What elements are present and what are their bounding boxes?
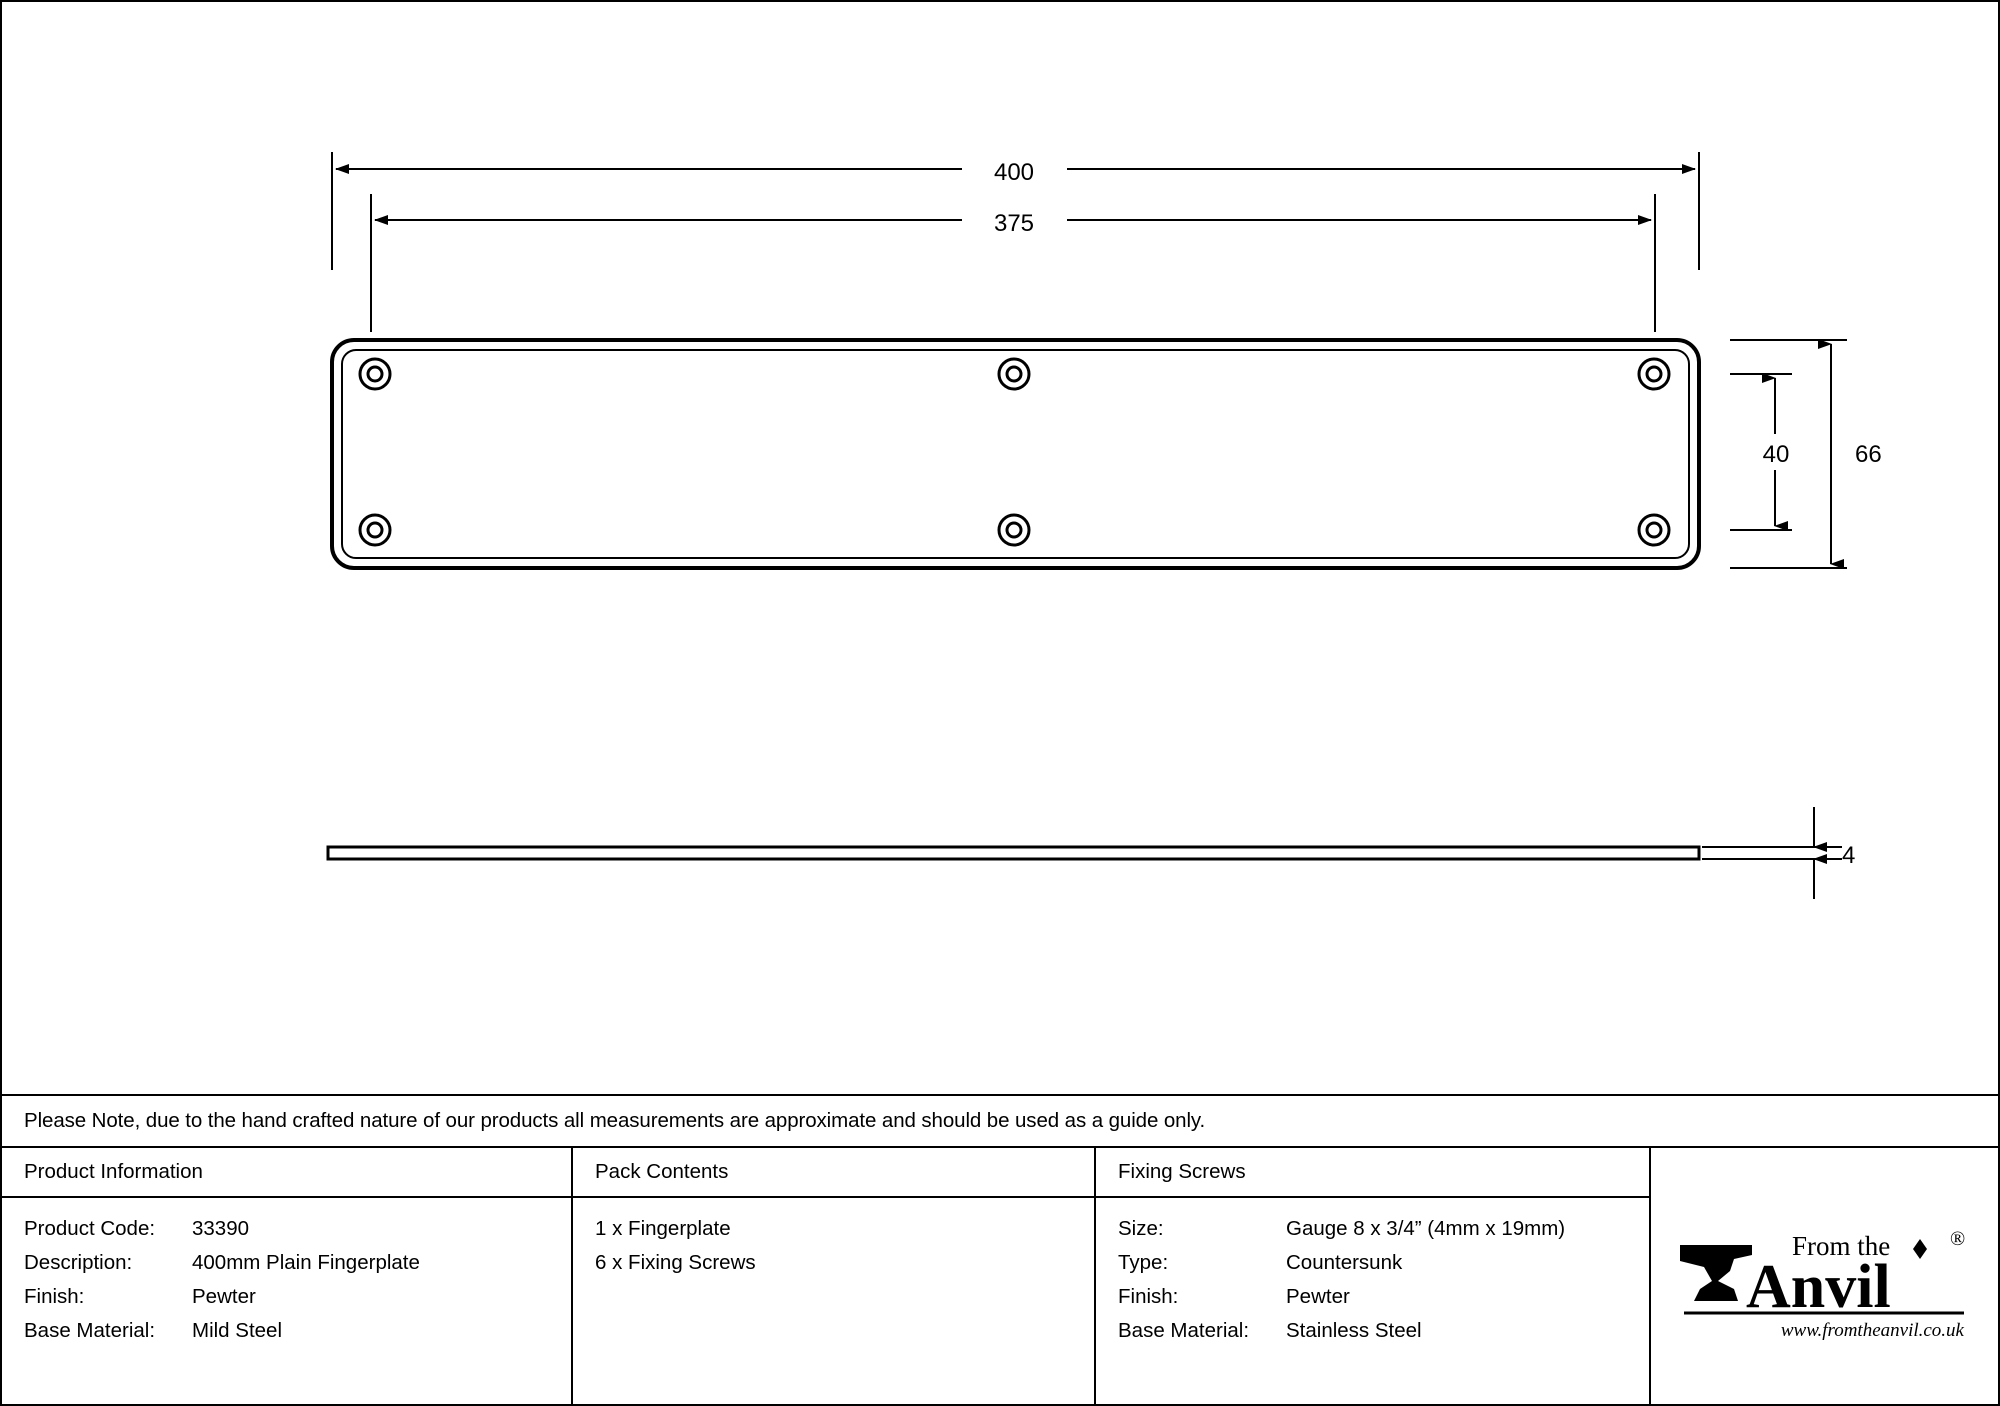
- screw-base-material-label: Base Material:: [1118, 1319, 1250, 1342]
- table-row: [1118, 1246, 1649, 1280]
- product-code-value: 33390: [192, 1217, 250, 1240]
- base-material-label: Base Material:: [24, 1319, 156, 1342]
- table-row: [24, 1246, 571, 1280]
- screw-type-value: Countersunk: [1286, 1251, 1403, 1274]
- from-the-anvil-logo: [1674, 1209, 1974, 1344]
- screw-finish-value: Pewter: [1286, 1285, 1350, 1308]
- dimension-400-label: 400: [993, 159, 1035, 186]
- description-label: Description:: [24, 1251, 133, 1274]
- note-text: Please Note, due to the hand crafted nature of our products all measurements are approximate and should be used as a guide only.: [24, 1109, 1206, 1132]
- logo-registered-mark: ®: [1949, 1227, 1965, 1250]
- fixing-screws-column: [1096, 1148, 1651, 1404]
- fingerplate-side-view: [328, 847, 1699, 859]
- dimension-375: [375, 203, 1651, 237]
- table-row: [24, 1212, 571, 1246]
- description-value: 400mm Plain Fingerplate: [192, 1251, 420, 1274]
- screw-finish-label: Finish:: [1118, 1285, 1179, 1308]
- screw-size-value: Gauge 8 x 3/4” (4mm x 19mm): [1286, 1217, 1566, 1240]
- diamond-icon: [1913, 1239, 1927, 1259]
- logo-brand-wordmark: Anvil: [1745, 1252, 1891, 1321]
- fingerplate-front-view: [332, 340, 1699, 568]
- screw-size-label: Size:: [1118, 1217, 1164, 1240]
- note-bar: [2, 1094, 1998, 1146]
- logo-website: www.fromtheanvil.co.uk: [1780, 1319, 1964, 1341]
- table-row: [24, 1280, 571, 1314]
- dimension-375-label: 375: [993, 210, 1035, 237]
- product-information-body: [2, 1198, 571, 1348]
- dimension-66-label: 66: [1855, 441, 1882, 468]
- dimension-4: [1814, 807, 1855, 899]
- drawing-area: [2, 2, 2000, 1096]
- pack-contents-header: Pack Contents: [573, 1148, 1094, 1198]
- screw-base-material-value: Stainless Steel: [1286, 1319, 1422, 1342]
- dimension-400: [336, 152, 1695, 186]
- extension-lines-thickness: [1702, 847, 1842, 859]
- table-row: [1118, 1212, 1649, 1246]
- finish-value: Pewter: [192, 1285, 256, 1308]
- table-row: [1118, 1280, 1649, 1314]
- base-material-value: Mild Steel: [192, 1319, 283, 1342]
- screw-hole: [1639, 359, 1669, 389]
- screw-hole: [999, 359, 1029, 389]
- product-code-label: Product Code:: [24, 1217, 156, 1240]
- dimension-40-label: 40: [1762, 441, 1790, 468]
- pack-contents-body: [573, 1198, 1094, 1280]
- list-item: 6 x Fixing Screws: [595, 1251, 756, 1274]
- table-row: [1118, 1314, 1649, 1348]
- anvil-icon: [1680, 1245, 1752, 1301]
- dimension-66: [1831, 344, 1882, 564]
- product-information-column: [2, 1148, 573, 1404]
- brand-logo-cell: [1651, 1148, 1996, 1404]
- dimension-4-label: 4: [1842, 842, 1856, 869]
- fixing-screws-body: [1096, 1198, 1649, 1348]
- pack-contents-column: [573, 1148, 1096, 1404]
- product-information-header: Product Information: [2, 1148, 571, 1198]
- screw-hole: [1639, 515, 1669, 545]
- logo-from-the: From the: [1791, 1230, 1890, 1261]
- screw-hole: [999, 515, 1029, 545]
- screw-type-label: Type:: [1118, 1251, 1169, 1274]
- list-item: 1 x Fingerplate: [595, 1217, 731, 1240]
- table-row: [24, 1314, 571, 1348]
- info-table: [2, 1146, 1998, 1404]
- finish-label: Finish:: [24, 1285, 85, 1308]
- screw-hole: [360, 515, 390, 545]
- dimension-40: [1752, 378, 1800, 526]
- fixing-screws-header: Fixing Screws: [1096, 1148, 1649, 1198]
- screw-hole: [360, 359, 390, 389]
